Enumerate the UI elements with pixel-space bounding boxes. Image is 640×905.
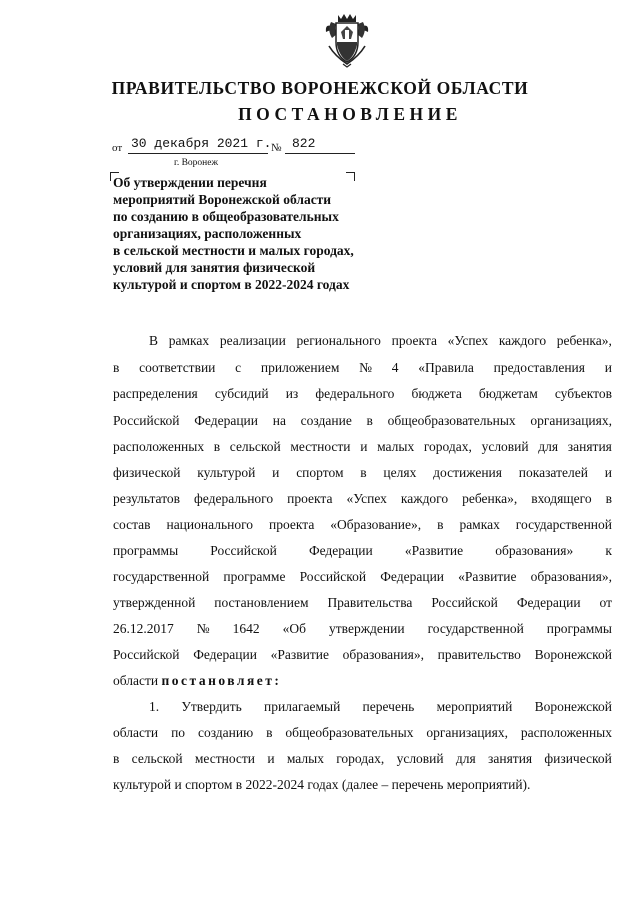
body-word: Российской xyxy=(113,413,180,428)
body-word: в xyxy=(437,517,444,532)
body-word: «Образование», xyxy=(330,517,422,532)
body-word: из xyxy=(285,386,299,401)
body-word: государственной xyxy=(427,621,524,636)
body-word: занятия xyxy=(488,751,533,766)
body-word: в xyxy=(266,725,273,740)
body-word: в xyxy=(113,751,120,766)
body-word: правительство xyxy=(437,647,521,662)
body-line xyxy=(113,538,612,564)
body-word: 1. xyxy=(149,699,160,714)
body-word: образования» xyxy=(495,543,574,558)
body-word: малых xyxy=(286,751,324,766)
body-word: Воронежской xyxy=(534,699,612,714)
body-word: в xyxy=(213,439,221,454)
body-word: федерального xyxy=(315,386,395,401)
body-word: условий xyxy=(481,439,529,454)
body-line xyxy=(113,564,612,590)
body-line xyxy=(113,746,612,772)
body-word: Воронежской xyxy=(534,647,612,662)
subject-line: в сельской местности и малых городах, xyxy=(113,243,354,258)
body-word: и xyxy=(272,465,280,480)
date-underline xyxy=(128,153,268,154)
body-word: ребенка», xyxy=(462,491,518,506)
organization-name: ПРАВИТЕЛЬСТВО ВОРОНЕЖСКОЙ ОБЛАСТИ xyxy=(111,78,529,98)
body-word: организациях, xyxy=(530,413,612,428)
body-word: и xyxy=(267,751,275,766)
subject-line: организациях, расположенных xyxy=(113,226,302,241)
body-word: общеобразовательных xyxy=(387,413,516,428)
body-word: «Успех xyxy=(447,333,489,348)
body-word: утвержденной xyxy=(113,595,196,610)
body-word: Федерации xyxy=(380,569,445,584)
body-word: области xyxy=(113,725,159,740)
body-word: Федерации xyxy=(308,543,373,558)
body-word: бюджетам xyxy=(478,386,538,401)
body-word: с xyxy=(235,360,242,375)
body-word: соответствии xyxy=(139,360,216,375)
body-word: реализации xyxy=(219,333,286,348)
body-word: общеобразовательных xyxy=(285,725,414,740)
body-word: проекта xyxy=(287,491,333,506)
body-word: Утвердить xyxy=(181,699,242,714)
body-word: каждого xyxy=(400,491,449,506)
body-word: Российской xyxy=(431,595,498,610)
body-word: Российской xyxy=(210,543,277,558)
body-word: ребенка», xyxy=(556,333,612,348)
body-word: № xyxy=(359,360,373,375)
body-word: федерального xyxy=(194,491,274,506)
body-word: проекта xyxy=(269,517,315,532)
body-word: 1642 xyxy=(232,621,260,636)
subject-line: Об утверждении перечня xyxy=(113,175,267,190)
subject-line: условий для занятия физической xyxy=(113,260,316,275)
body-line xyxy=(113,512,612,538)
body-line xyxy=(113,434,612,460)
body-word: В xyxy=(149,333,159,348)
body-word: созданию xyxy=(197,725,254,740)
body-word: на xyxy=(272,413,286,428)
body-word: государственной xyxy=(113,569,210,584)
body-line xyxy=(113,590,612,616)
body-word: малых xyxy=(377,439,415,454)
body-word: субсидий xyxy=(214,386,269,401)
body-line xyxy=(113,408,612,434)
body-word: рамках xyxy=(168,333,210,348)
body-word: занятия xyxy=(567,439,612,454)
body-word: Федерации xyxy=(193,647,257,662)
decree-colon: : xyxy=(274,673,279,688)
body-word: «Правила xyxy=(418,360,474,375)
body-line xyxy=(113,668,279,694)
body-word: программы xyxy=(113,543,179,558)
body-word: распределения xyxy=(113,386,198,401)
body-line: культурой и спортом в 2022-2024 годах (далее – перечень мероприятий). xyxy=(113,777,531,792)
body-line xyxy=(113,616,612,642)
body-word: к xyxy=(605,543,612,558)
body-word: городах, xyxy=(423,439,472,454)
document-subject xyxy=(113,174,413,293)
body-word: культурой xyxy=(197,465,256,480)
body-word: «Развитие xyxy=(270,647,329,662)
body-line xyxy=(113,486,612,512)
body-word: 4 xyxy=(391,360,399,375)
body-word: результатов xyxy=(113,491,181,506)
body-word: сельской xyxy=(229,439,281,454)
body-word: в xyxy=(113,360,120,375)
body-word: показателей xyxy=(518,465,588,480)
body-line xyxy=(113,460,612,486)
body-word: физической xyxy=(544,751,612,766)
body-word: предоставления xyxy=(493,360,585,375)
body-word: расположенных xyxy=(113,439,205,454)
body-word: проекта xyxy=(391,333,437,348)
body-word: входящего xyxy=(531,491,592,506)
body-word: физической xyxy=(113,465,181,480)
number-prefix: № xyxy=(271,142,282,154)
body-word: прилагаемый xyxy=(264,699,341,714)
body-word: организациях, xyxy=(426,725,508,740)
body-word: государственной xyxy=(515,517,612,532)
body-word: мероприятий xyxy=(436,699,513,714)
body-word: Российской xyxy=(299,569,367,584)
body-word: регионального xyxy=(296,333,381,348)
body-word: перечень xyxy=(362,699,415,714)
body-word: образования», xyxy=(530,569,612,584)
body-word: расположенных xyxy=(520,725,612,740)
body-word: и xyxy=(604,465,612,480)
body-word: по xyxy=(171,725,186,740)
body-word: условий xyxy=(396,751,444,766)
coat-of-arms-icon xyxy=(323,12,371,68)
body-word: бюджета xyxy=(411,386,462,401)
body-word: программы xyxy=(546,621,612,636)
body-word: целях xyxy=(383,465,417,480)
body-word: для xyxy=(455,751,476,766)
body-word: в xyxy=(605,491,612,506)
document-type: ПОСТАНОВЛЕНИЕ xyxy=(238,104,462,124)
body-word: образования», xyxy=(342,647,424,662)
decree-word: постановляет xyxy=(161,673,275,688)
body-word: и xyxy=(604,360,612,375)
body-word: постановлением xyxy=(214,595,309,610)
body-word: «Об xyxy=(282,621,307,636)
body-word: каждого xyxy=(498,333,547,348)
body-word: создание xyxy=(300,413,352,428)
body-word: приложением xyxy=(260,360,340,375)
body-word: субъектов xyxy=(554,386,612,401)
body-word: № xyxy=(196,621,210,636)
body-word: спортом xyxy=(296,465,344,480)
body-word: для xyxy=(538,439,559,454)
body-word: и xyxy=(360,439,368,454)
body-word: Федерации xyxy=(516,595,581,610)
body-word: Федерации xyxy=(194,413,259,428)
body-line xyxy=(113,381,612,407)
document-date: 30 декабря 2021 г. xyxy=(131,136,272,151)
body-text: области xyxy=(113,673,162,688)
body-word: Российской xyxy=(113,647,180,662)
subject-line: мероприятий Воронежской области xyxy=(113,192,332,207)
body-word: городах, xyxy=(336,751,385,766)
body-line xyxy=(149,694,612,720)
body-word: утверждении xyxy=(329,621,405,636)
body-line xyxy=(113,720,612,746)
body-line xyxy=(113,642,612,668)
body-word: Правительства xyxy=(327,595,413,610)
body-word: состав xyxy=(113,517,151,532)
body-word: «Успех xyxy=(346,491,387,506)
subject-line: по созданию в общеобразовательных xyxy=(113,209,339,224)
body-word: национального xyxy=(166,517,254,532)
body-word: от xyxy=(599,595,612,610)
body-word: достижения xyxy=(433,465,502,480)
body-line xyxy=(149,328,612,354)
body-word: местности xyxy=(290,439,351,454)
body-word: рамках xyxy=(459,517,500,532)
body-word: 26.12.2017 xyxy=(113,621,174,636)
body-word: местности xyxy=(194,751,256,766)
body-word: программе xyxy=(223,569,286,584)
number-underline xyxy=(285,153,355,154)
body-word: в xyxy=(366,413,373,428)
document-city: г. Воронеж xyxy=(174,158,219,168)
document-number: 822 xyxy=(292,136,316,151)
body-word: «Развитие xyxy=(404,543,464,558)
body-line xyxy=(113,355,612,381)
body-word: в xyxy=(360,465,367,480)
body-word: сельской xyxy=(131,751,183,766)
subject-line: культурой и спортом в 2022-2024 годах xyxy=(113,277,350,292)
date-prefix: от xyxy=(112,142,123,154)
body-word: «Развитие xyxy=(458,569,517,584)
